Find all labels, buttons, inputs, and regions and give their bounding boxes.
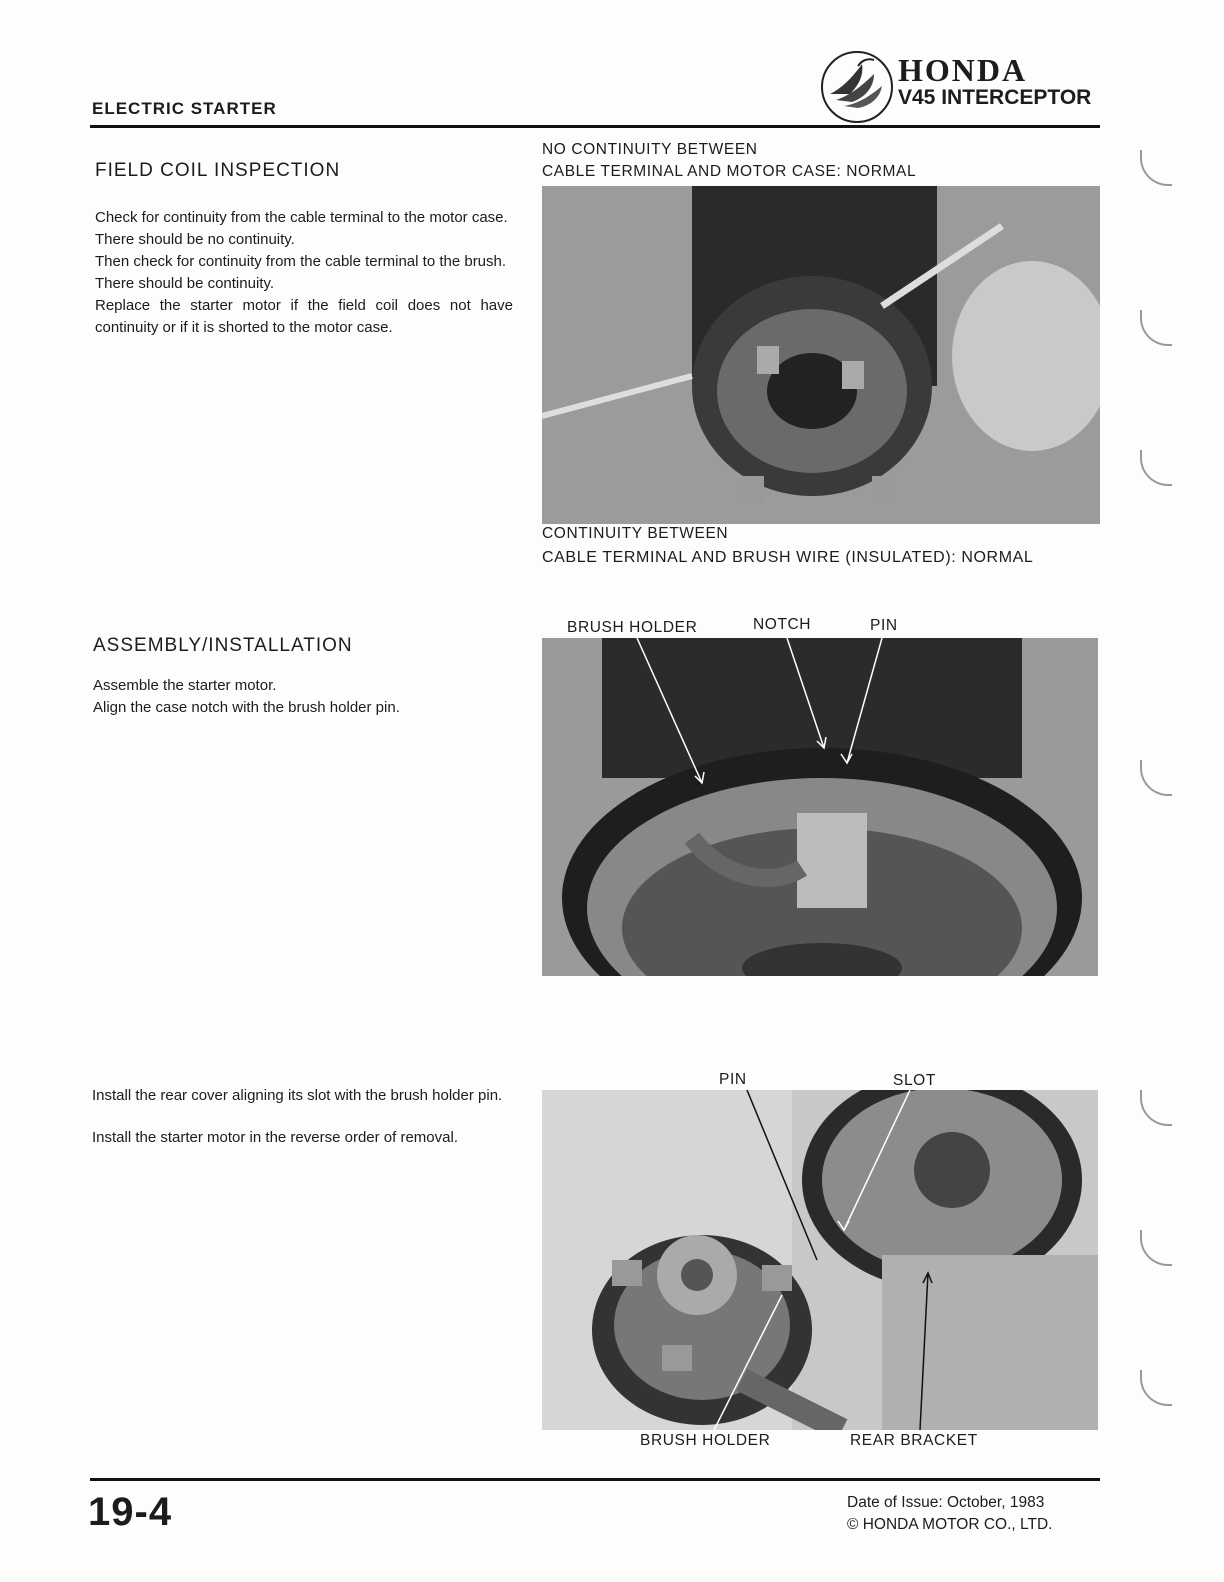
label-pin: PIN bbox=[719, 1071, 747, 1088]
model-name: V45 INTERCEPTOR bbox=[898, 86, 1092, 109]
honda-brand: HONDA bbox=[898, 52, 1028, 88]
binder-mark bbox=[1140, 1090, 1172, 1126]
install-text bbox=[92, 1085, 510, 1149]
section-title: ELECTRIC STARTER bbox=[92, 99, 277, 118]
assembly-heading: ASSEMBLY/INSTALLATION bbox=[93, 635, 353, 656]
paragraph: Then check for continuity from the cable terminal to the brush. bbox=[95, 253, 507, 270]
caption-line: CABLE TERMINAL AND BRUSH WIRE (INSULATED): NORMAL bbox=[542, 549, 1034, 566]
issue-date: Date of Issue: October, 1983 bbox=[847, 1494, 1045, 1511]
header-rule bbox=[90, 125, 1100, 128]
binder-mark bbox=[1140, 1230, 1172, 1266]
paragraph: Replace the starter motor if the field coil does not have continuity or if it is shorted to the motor case. bbox=[95, 297, 513, 336]
paragraph: Install the starter motor in the reverse order of removal. bbox=[92, 1129, 458, 1146]
paragraph: Check for continuity from the cable terminal to the motor case. bbox=[95, 209, 508, 226]
label-pin: PIN bbox=[870, 617, 898, 634]
continuity-test-photo bbox=[542, 186, 1100, 524]
leader-lines bbox=[542, 1090, 1098, 1430]
caption-line: CONTINUITY BETWEEN bbox=[542, 525, 729, 542]
case-notch-alignment-photo bbox=[542, 638, 1098, 976]
paragraph: Assemble the starter motor. bbox=[93, 677, 277, 694]
label-rear-bracket: REAR BRACKET bbox=[850, 1432, 978, 1449]
paragraph: Align the case notch with the brush holder pin. bbox=[93, 699, 400, 716]
paragraph: Install the rear cover aligning its slot with the brush holder pin. bbox=[92, 1087, 503, 1104]
page-number: 19-4 bbox=[88, 1490, 173, 1534]
paragraph: There should be no continuity. bbox=[95, 231, 295, 248]
label-brush-holder: BRUSH HOLDER bbox=[640, 1432, 771, 1449]
label-slot: SLOT bbox=[893, 1072, 936, 1089]
caption-line: CABLE TERMINAL AND MOTOR CASE: NORMAL bbox=[542, 163, 917, 180]
binder-mark bbox=[1140, 310, 1172, 346]
caption-line: NO CONTINUITY BETWEEN bbox=[542, 141, 758, 158]
issue-info bbox=[847, 1492, 1052, 1536]
field-coil-heading: FIELD COIL INSPECTION bbox=[95, 160, 341, 181]
binder-mark bbox=[1140, 1370, 1172, 1406]
label-notch: NOTCH bbox=[753, 616, 812, 633]
paragraph: There should be continuity. bbox=[95, 275, 274, 292]
honda-wing-logo-icon bbox=[818, 48, 896, 126]
copyright: © HONDA MOTOR CO., LTD. bbox=[847, 1516, 1053, 1533]
binder-mark bbox=[1140, 760, 1172, 796]
rear-cover-installation-photo bbox=[542, 1090, 1098, 1430]
footer-rule bbox=[90, 1478, 1100, 1481]
leader-lines bbox=[542, 638, 1098, 976]
photo1-caption-bottom bbox=[542, 523, 1033, 569]
label-brush-holder: BRUSH HOLDER bbox=[567, 619, 698, 636]
photo1-caption-top bbox=[542, 139, 916, 183]
field-coil-text bbox=[95, 207, 513, 339]
binder-mark bbox=[1140, 450, 1172, 486]
binder-mark bbox=[1140, 150, 1172, 186]
assembly-text bbox=[93, 675, 511, 719]
